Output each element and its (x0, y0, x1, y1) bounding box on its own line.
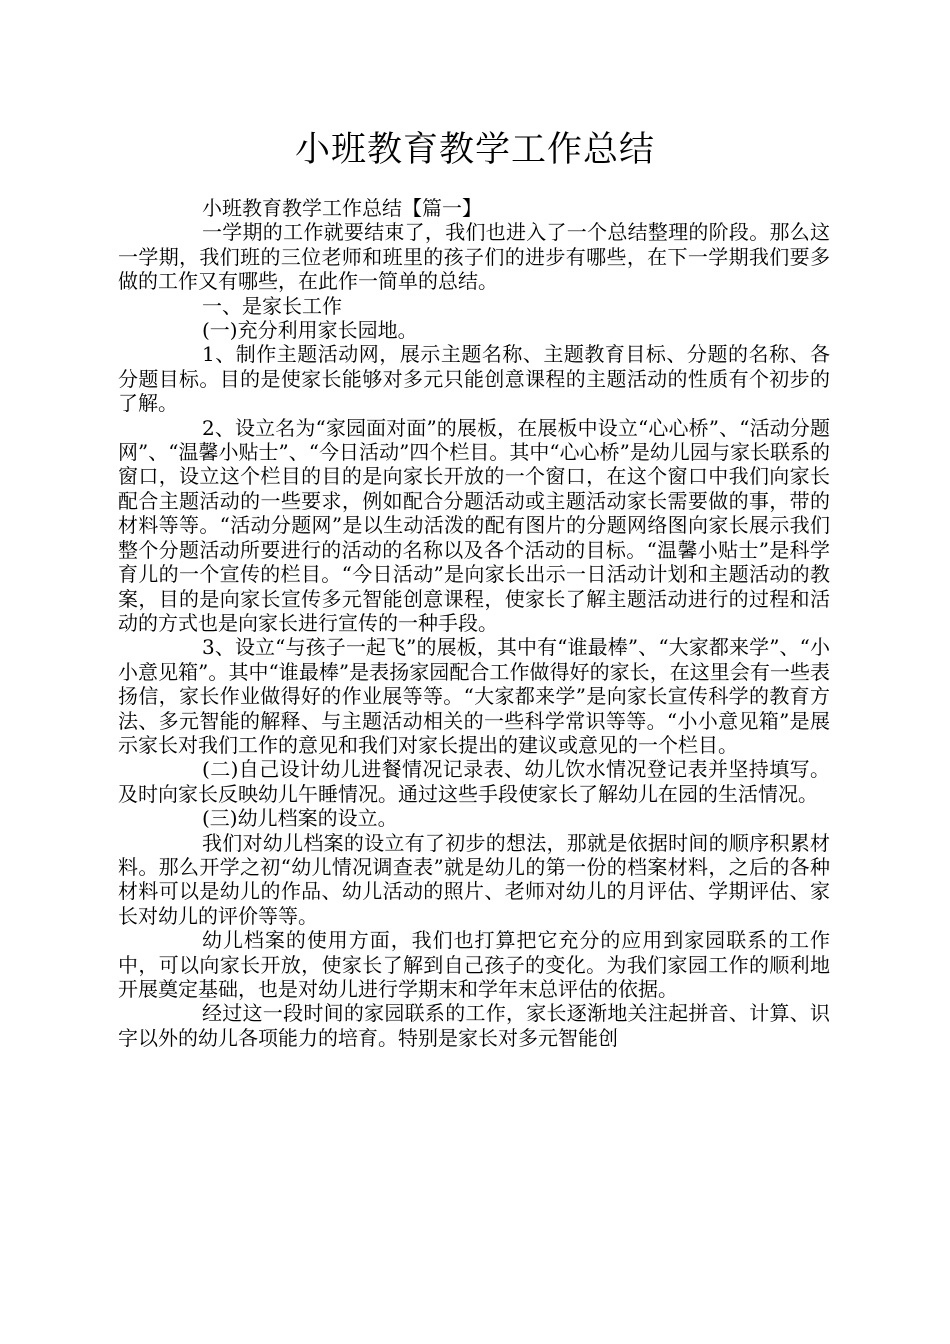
paragraph: 幼儿档案的使用方面，我们也打算把它充分的应用到家园联系的工作中，可以向家长开放，使家长了解到自己孩子的变化。为我们家园工作的顺利地开展奠定基础，也是对幼儿进行学期末和学年末总评估的依据。 (118, 928, 830, 1001)
paragraph: (二)自己设计幼儿进餐情况记录表、幼儿饮水情况登记表并坚持填写。及时向家长反映幼儿午睡情况。通过这些手段使家长了解幼儿在园的生活情况。 (118, 757, 830, 806)
document-title: 小班教育教学工作总结 (294, 130, 655, 170)
subsection-heading: (三)幼儿档案的设立。 (202, 806, 398, 831)
paragraph: 1、制作主题活动网，展示主题名称、主题教育目标、分题的名称、各分题目标。目的是使家长能够对多元只能创意课程的主题活动的性质有个初步的了解。 (118, 342, 830, 416)
subsection-heading: (一)充分利用家长园地。 (202, 318, 418, 343)
section-heading: 一、是家长工作 (202, 293, 342, 318)
paragraph: 一学期的工作就要结束了，我们也进入了一个总结整理的阶段。那么这一学期，我们班的三位老师和班里的孩子们的进步有哪些，在下一学期我们要多做的工作又有哪些，在此作一简单的总结。 (118, 220, 830, 294)
paragraph: 2、设立名为“家园面对面”的展板，在展板中设立“心心桥”、“活动分题网”、“温馨小贴士”、“今日活动”四个栏目。其中“心心桥”是幼儿园与家长联系的窗口，设立这个栏目的目的是向家长开放的一个窗口，在这个窗口中我们向家长配合主题活动的一些要求，例如配合分题活动或主题活动家长需要做的事，带的材料等等。“活动分题网”是以生动活泼的配有图片的分题网络图向家长展示我们整个分题活动所要进行的活动的名称以及各个活动的目标。“温馨小贴士”是科学育儿的一个宣传的栏目。“今日活动”是向家长出示一日活动计划和主题活动的教案，目的是向家长宣传多元智能创意课程，使家长了解主题活动进行的过程和活动的方式也是向家长进行宣传的一种手段。 (118, 415, 830, 635)
section-heading: 小班教育教学工作总结【篇一】 (202, 196, 482, 220)
paragraph: 经过这一段时间的家园联系的工作，家长逐渐地关注起拼音、计算、识字以外的幼儿各项能力的培育。特别是家长对多元智能创 (118, 1001, 830, 1050)
paragraph: 3、设立“与孩子一起飞”的展板，其中有“谁最棒”、“大家都来学”、“小小意见箱”。其中“谁最棒”是表扬家园配合工作做得好的家长，在这里会有一些表扬信，家长作业做得好的作业展等等。“大家都来学”是向家长宣传科学的教育方法、多元智能的解释、与主题活动相关的一些科学常识等等。“小小意见箱”是展示家长对我们工作的意见和我们对家长提出的建议或意见的一个栏目。 (118, 635, 830, 757)
paragraph: 我们对幼儿档案的设立有了初步的想法，那就是依据时间的顺序积累材料。那么开学之初“幼儿情况调查表”就是幼儿的第一份的档案材料，之后的各种材料可以是幼儿的作品、幼儿活动的照片、老师对幼儿的月评估、学期评估、家长对幼儿的评价等等。 (118, 830, 830, 928)
document-body (118, 196, 830, 1050)
